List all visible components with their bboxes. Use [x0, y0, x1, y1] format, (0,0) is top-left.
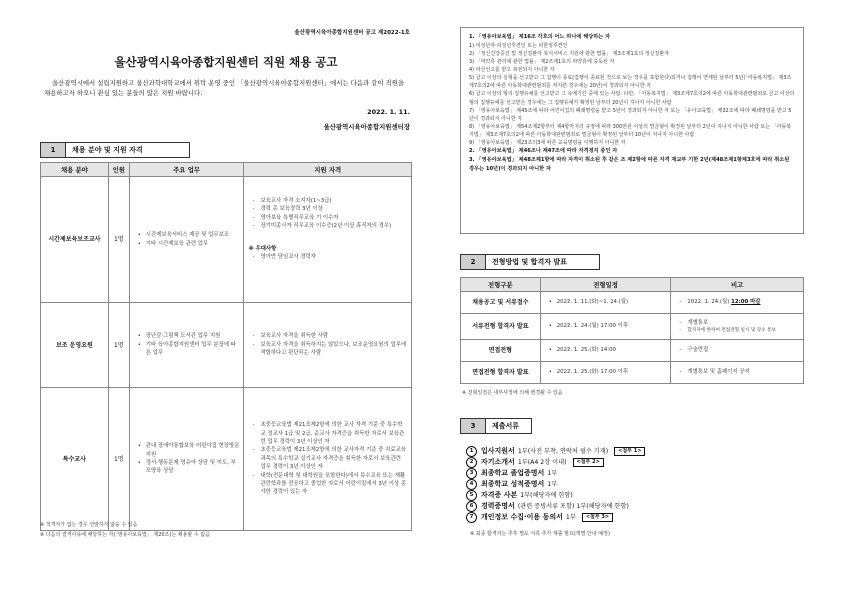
section-label: 제출서류 [492, 422, 520, 430]
doc-name: 자기소개서 [481, 458, 515, 467]
count-cell: 1명 [108, 303, 129, 388]
disq-item-3: 3. 「영유아보육법」 제48조제1항에 따라 자격이 취소된 후 같은 조 제2항에 따른 자격 재교부 기한 2년(제48조제1항제3호에 따라 취소된 경우는 10년)이 경과되지 아니한 자 [469, 156, 790, 172]
type-cell: 서류전형 합격자 발표 [461, 314, 541, 340]
duty-item: • 시간제보육서비스 제공 및 업무보조 [146, 231, 240, 239]
section-1-heading [40, 142, 190, 158]
doc-detail: 1부 [565, 513, 576, 521]
list-item [466, 468, 806, 479]
section-number: 1 [41, 143, 66, 157]
notice-number: 울산광역시육아종합지원센터 공고 제2022-1호 [294, 30, 410, 36]
attachment-tag: <첨부 2> [573, 458, 604, 467]
table-header-row [41, 163, 412, 177]
recruitment-table [40, 162, 412, 531]
schedule-text: • 2022. 1. 11.(화)~1. 24.(월) [557, 298, 670, 306]
disq-item: 5) 금고 이상의 실형을 선고받고 그 집행이 종료(집행이 종료된 것으로 보는 경우를 포함한다)되거나 집행이 면제된 날부터 5년(「아동복지법」 제3조제7호의2에 따른 아동학대관련범죄를 저지른 경우에는 20년)이 경과되지 아니한 자 [469, 75, 792, 90]
qual-item: - 영아보육 특별직무교육 기 이수자 [260, 214, 407, 222]
qual-item: - 장기미종사자 직무교육 이수증(2년 이상 휴직자의 경우) [260, 222, 407, 230]
doc-detail: 1부 [547, 469, 558, 477]
field-cell: 시간제보육보조교사 [41, 177, 109, 303]
doc-detail: 1부(사진 부착, 연락처 필수 기재) [517, 447, 609, 455]
table-row [461, 314, 804, 340]
disq-item: 6) 금고 이상의 형의 집행유예를 선고받고 그 유예기간 중에 있는 사람. 다만, 「아동복지법」 제3조제7호의2에 따른 아동학대관련범죄로 금고 이상의 형의 집행유예를 선고받은 경우에는 그 집행유예가 확정된 날부터 20년이 지나지 아니한 사람 [469, 91, 795, 106]
section-number: 2 [461, 255, 486, 269]
disq-item: 7) 「영유아보육법」 제45조에 따라 어린이집의 폐쇄명령을 받고 5년이 경과되지 아니한 자 또는 「유아교육법」 제32조에 따라 폐쇄명령을 받고 5년이 경과되지 아니한 자 [469, 107, 792, 122]
selection-schedule-table [460, 277, 804, 384]
header-duties: 주요 업무 [129, 163, 244, 177]
duty-item: • 기타 시간제보육 관련 업무 [146, 240, 240, 248]
duty-item: • 기타 육아종합지원센터 업무 분장에 따른 업무 [146, 341, 240, 358]
field-cell: 보조 운영요원 [41, 303, 109, 388]
disqualification-box [460, 27, 804, 234]
field-cell: 특수교사 [41, 388, 109, 531]
duties-cell [129, 303, 244, 388]
quals-cell [244, 388, 412, 531]
doc-name: 최종학교 성적증명서 [481, 480, 545, 489]
disq-item: 9) 「영유아보육법」 제23조의3에 따른 교육명령을 이행하지 아니한 자 [469, 139, 626, 146]
note-text: - 구술면접 [687, 346, 802, 354]
note-cell [671, 340, 804, 362]
schedule-text: • 2022. 1. 25.(화) 17:00 이후 [557, 368, 670, 376]
page-title: 울산광역시육아종합지원센터 직원 채용 공고 [114, 55, 338, 69]
quals-cell [244, 177, 412, 303]
header-note: 비고 [671, 278, 804, 292]
note-deadline: 12:00 마감 [731, 299, 761, 306]
header-schedule: 전형일정 [540, 278, 671, 292]
intro-paragraph: 울산광역시에서 설립지원하고 울산과학대학교에서 위탁 운영 중인 「울산광역시육아종합지원센터」에서는 다음과 같이 직원을 채용하고자 하오니 관심 있는 분들의 많은 지원 바랍니다. [44, 79, 405, 97]
qual-item: - 경력 총 보육경력 3년 이상 [260, 205, 407, 213]
schedule-text: • 2022. 1. 25.(화) 14:00 [557, 346, 670, 354]
section-3-heading [460, 418, 532, 434]
schedule-cell [540, 292, 671, 314]
list-item [466, 490, 806, 501]
table-row [461, 340, 804, 362]
list-item [466, 512, 806, 523]
type-cell: 면접전형 [461, 340, 541, 362]
preference-item: - 영아반 담임교사 경력자 [260, 253, 407, 261]
table-header-row [461, 278, 804, 292]
item-number: 5 [466, 490, 477, 501]
qual-item: - 보육교사 자격 소지자(1~3급) [260, 197, 407, 205]
duty-item: • 장난감·그림책 도서관 업무 지원 [146, 332, 240, 340]
disq-item: 2) 「정신건강증진 및 정신질환자 복지서비스 지원에 관한 법률」 제3조제1호의 정신질환자 [469, 50, 670, 57]
notice-date: 2022. 1. 11. [367, 108, 410, 116]
header-count: 인원 [108, 163, 129, 177]
section3-footnote: ※ 최종 합격자는 추후 별도 서류 추가 제출 필요(개별 안내 예정) [470, 531, 610, 537]
doc-detail: 1부 [547, 480, 558, 488]
list-item [466, 501, 806, 512]
note-text: - 개별통보 및 홈페이지 공지 [687, 368, 802, 376]
quals-cell [244, 303, 412, 388]
section-label: 전형방법 및 합격자 발표 [492, 258, 567, 266]
attachment-tag: <첨부 3> [582, 513, 613, 522]
item-number: 2 [466, 457, 477, 468]
section2-footnote: ※ 전형일정은 내부사정에 의해 변경될 수 있음 [462, 390, 563, 396]
duty-item: • 관내 장애아통합보육 어린이집 현장방문 지원 [146, 442, 240, 459]
duty-item: • 정서·행동문제 영유아 상담 및 지도, 부모양육 상담 [146, 459, 240, 476]
section-number: 3 [461, 419, 486, 433]
required-documents-list [466, 446, 806, 523]
qual-item: - 초중등교육법 제21조제2항에 의한 교사자격 기준 중 치료교육 과목의 특수학교 실기교사 자격증을 취득한 자로서 보육관련 업무 경력이 3년 이상인 자 [260, 446, 407, 471]
item-number: 3 [466, 468, 477, 479]
table-row [461, 292, 804, 314]
schedule-cell [540, 362, 671, 384]
section-label: 채용 분야 및 지원 자격 [72, 146, 143, 154]
disq-item-2: 2. 「영유아보육법」 제46조나 제47조에 따라 자격정지 중인 자 [469, 148, 618, 155]
header-field: 채용 분야 [41, 163, 109, 177]
note-cell [671, 314, 804, 340]
section-2-heading [460, 254, 600, 270]
footnote: ※ 적격자가 없는 경우 선발하지 않을 수 있음 [40, 522, 138, 528]
qual-item: - 대학(전문대학 및 대학원을 포함한다)에서 특수교육 또는 재활관련학과를 전공하고 졸업한 자로서 어린이집에서 3년 이상 종사한 경력이 있는 자 [260, 472, 407, 497]
doc-name: 개인정보 수집·이용 동의서 [481, 513, 563, 522]
doc-detail: (관련 증빙서류 포함) 1부(해당자에 한함) [517, 502, 629, 510]
table-row [461, 362, 804, 384]
doc-name: 최종학교 졸업증명서 [481, 469, 545, 478]
note-text: - 개별통보 [687, 319, 802, 327]
schedule-cell [540, 340, 671, 362]
item-number: 4 [466, 479, 477, 490]
list-item [466, 446, 806, 457]
table-row [41, 388, 412, 531]
item-number: 6 [466, 501, 477, 512]
schedule-cell [540, 314, 671, 340]
list-item [466, 457, 806, 468]
note-cell [671, 292, 804, 314]
disq-item: 3) 「마약류 관리에 관한 법률」 제2조제1호의 마약류에 중독된 자 [469, 59, 615, 66]
count-cell: 1명 [108, 177, 129, 303]
header-quals: 지원 자격 [244, 163, 412, 177]
disq-item: 4) 파산선고를 받고 복권되지 아니한 자 [469, 67, 555, 74]
count-cell: 1명 [108, 388, 129, 531]
preference-title: ※ 우대사항 [248, 245, 277, 252]
doc-name: 입사지원서 [481, 447, 515, 456]
note-text: - 합격자에 한하여 면접전형 일시 및 장소 통보 [687, 327, 802, 334]
doc-name: 자격증 사본 [481, 491, 518, 500]
duties-cell [129, 177, 244, 303]
disq-item: 8) 「영유아보육법」 제54조제2항부터 제4항까지의 규정에 따라 300만원 이상의 벌금형이 확정된 날부터 2년이 지나지 아니한 사람 또는 「아동복지법」 제3조제7호의2에 따른 아동학대관련범죄로 벌금형이 확정된 날부터 10년이 지나지 아니한 사람 [469, 123, 792, 138]
type-cell: 채용공고 및 서류접수 [461, 292, 541, 314]
schedule-text: • 2022. 1. 24.(월) 17:00 이후 [557, 322, 670, 330]
qual-item: - 초중등교육법 제21조제2항에 의한 교사 자격 기준 중 특수학교 정교사 1급 및 2급, 준교사 자격증을 취득한 자로서 보육관련 업무 경력이 3년 이상인 자 [260, 421, 407, 446]
doc-name: 경력증명서 [481, 502, 515, 511]
table-row [41, 177, 412, 303]
duties-cell [129, 388, 244, 531]
issuer: 울산광역시육아종합지원센터장 [323, 123, 410, 131]
item-number: 7 [466, 512, 477, 523]
disq-heading: 1. 「영유아보육법」 제16조 각호의 어느 하나에 해당하는 자 [469, 34, 611, 40]
header-type: 전형구분 [461, 278, 541, 292]
note-text [687, 298, 802, 306]
qual-item: - 보육교사 자격을 취득하지는 않았으나, 보조운영요원의 업무에 적합하다고 판단되는 사람 [260, 341, 407, 358]
note-cell [671, 362, 804, 384]
disq-item: 1) 미성년자·피성년후견인 또는 피한정후견인 [469, 42, 568, 49]
footnote: ※ 다음의 결격사유에 해당하는 자(「영유아보육법」 제20조)는 채용할 수 없음 [40, 532, 210, 538]
doc-detail: 1부(해당자에 한함) [520, 491, 573, 499]
attachment-tag: <첨부 1> [614, 447, 645, 456]
qual-item: - 보육교사 자격을 취득한 사람 [260, 332, 407, 340]
table-row [41, 303, 412, 388]
type-cell: 면접전형 합격자 발표 [461, 362, 541, 384]
doc-detail: 1부(A4 2장 이내) [517, 458, 567, 466]
note-date: 2022. 1. 24.(월) [687, 299, 732, 306]
list-item [466, 479, 806, 490]
item-number: 1 [466, 446, 477, 457]
